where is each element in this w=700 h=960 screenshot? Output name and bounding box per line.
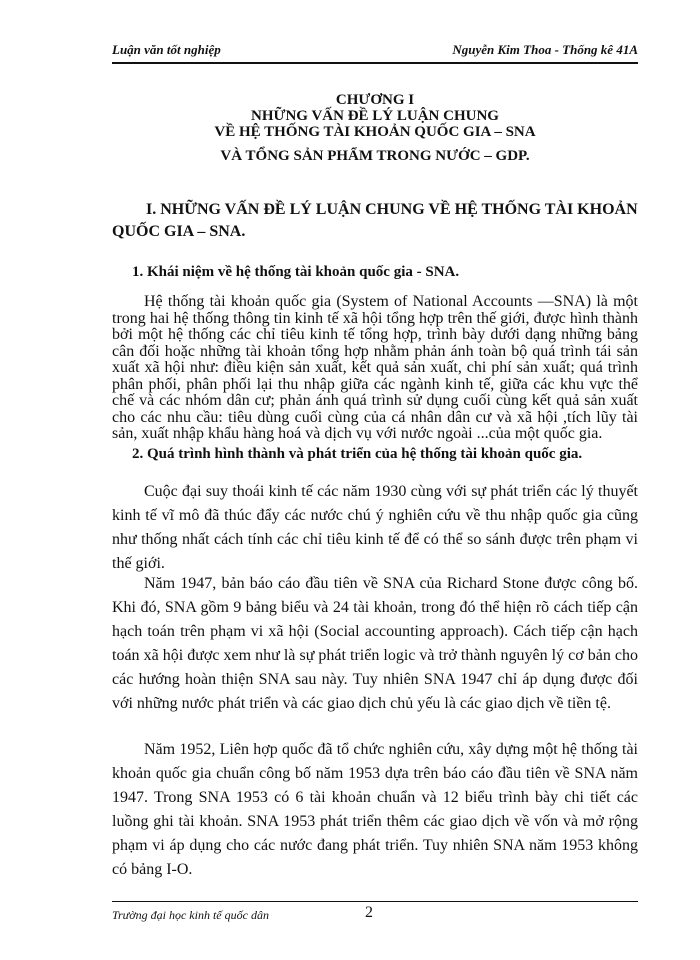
page-number: 2 [365, 904, 373, 921]
paragraph-concept: Hệ thống tài khoản quốc gia (System of National Accounts —SNA) là một trong hai hệ thống thông tin kinh tế xã hội tổng hợp trên thế giới, được hình thành bởi một hệ thống các chỉ tiêu kinh tế tổng hợp, trình bày dưới dạng những bảng cân đối hoặc những tài khoản tổng hợp nhằm phản ánh toàn bộ quá trình tái sản xuất xã hội như: điều kiện sản xuất, kết quả sản xuất, chi phí sản xuất; quá trình phân phối, phân phối lại thu nhập giữa các ngành kinh tế, giữa các khu vực thể chế và các nhóm dân cư; phản ánh quá trình sử dụng cuối cùng kết quả sản xuất cho các nhu cầu: tiêu dùng cuối cùng của cá nhân dân cư và xã hội ,tích lũy tài sản, xuất nhập khẩu hàng hoá và dịch vụ với nước ngoài ...của một quốc gia. [112, 293, 638, 442]
subsection-heading-1: 1. Khái niệm về hệ thống tài khoản quốc gia - SNA. [132, 264, 460, 280]
footer-rule [112, 901, 638, 902]
header-rule [112, 62, 638, 64]
subsection-heading-2: 2. Quá trình hình thành và phát triển của hệ thống tài khoản quốc gia. [132, 446, 583, 462]
section-heading-line-1: I. NHỮNG VẤN ĐỀ LÝ LUẬN CHUNG VỀ HỆ THỐNG TÀI KHOẢN [146, 201, 638, 218]
page-header [112, 40, 638, 60]
paragraph-sna-1947: Năm 1947, bản báo cáo đầu tiên về SNA của Richard Stone được công bố. Khi đó, SNA gồm 9 bảng biểu và 24 tài khoản, trong đó thể hiện rõ cách tiếp cận hạch toán trên phạm vi xã hội (Social accounting approach). Cách tiếp cận hạch toán xã hội được xem như là sự phát triển logic và trở thành nguyên lý cơ bản cho các hướng hoàn thiện SNA sau này. Tuy nhiên SNA 1947 chỉ áp dụng được đối với những nước phát triển và các giao dịch chủ yếu là các giao dịch về tiền tệ. [112, 575, 638, 712]
header-author: Nguyễn Kim Thoa - Thống kê 41A [452, 42, 638, 57]
header-thesis-label: Luận văn tốt nghiệp [112, 42, 221, 57]
paragraph-sna-1953: Năm 1952, Liên hợp quốc đã tổ chức nghiên cứu, xây dựng một hệ thống tài khoản quốc gia chuẩn công bố năm 1953 dựa trên báo cáo đầu tiên về SNA năm 1947. Trong SNA 1953 có 6 tài khoản chuẩn và 12 biểu trình bày chi tiết các luồng ghi tài khoản. SNA 1953 phát triển thêm các giao dịch về vốn và mở rộng phạm vi áp dụng cho các nước đang phát triển. Tuy nhiên SNA năm 1953 không có bảng I-O. [112, 741, 638, 878]
section-heading-line-2: QUỐC GIA – SNA. [112, 223, 246, 240]
chapter-title-line-2: VỀ HỆ THỐNG TÀI KHOẢN QUỐC GIA – SNA [214, 124, 536, 140]
footer-university: Trường đại học kinh tế quốc dân [112, 908, 269, 922]
chapter-title-line-3: VÀ TỔNG SẢN PHẨM TRONG NƯỚC – GDP. [220, 148, 530, 164]
chapter-title-line-1: NHỮNG VẤN ĐỀ LÝ LUẬN CHUNG [251, 108, 499, 124]
chapter-number: CHƯƠNG I [335, 92, 415, 108]
paragraph-great-depression: Cuộc đại suy thoái kinh tế các năm 1930 cùng với sự phát triển các lý thuyết kinh tế vĩ mô đã thúc đẩy các nước chú ý nghiên cứu về thu nhập quốc gia cũng như thống nhất cách tính các chỉ tiêu kinh tế để có thể so sánh được trên phạm vi thế giới. [112, 483, 638, 572]
